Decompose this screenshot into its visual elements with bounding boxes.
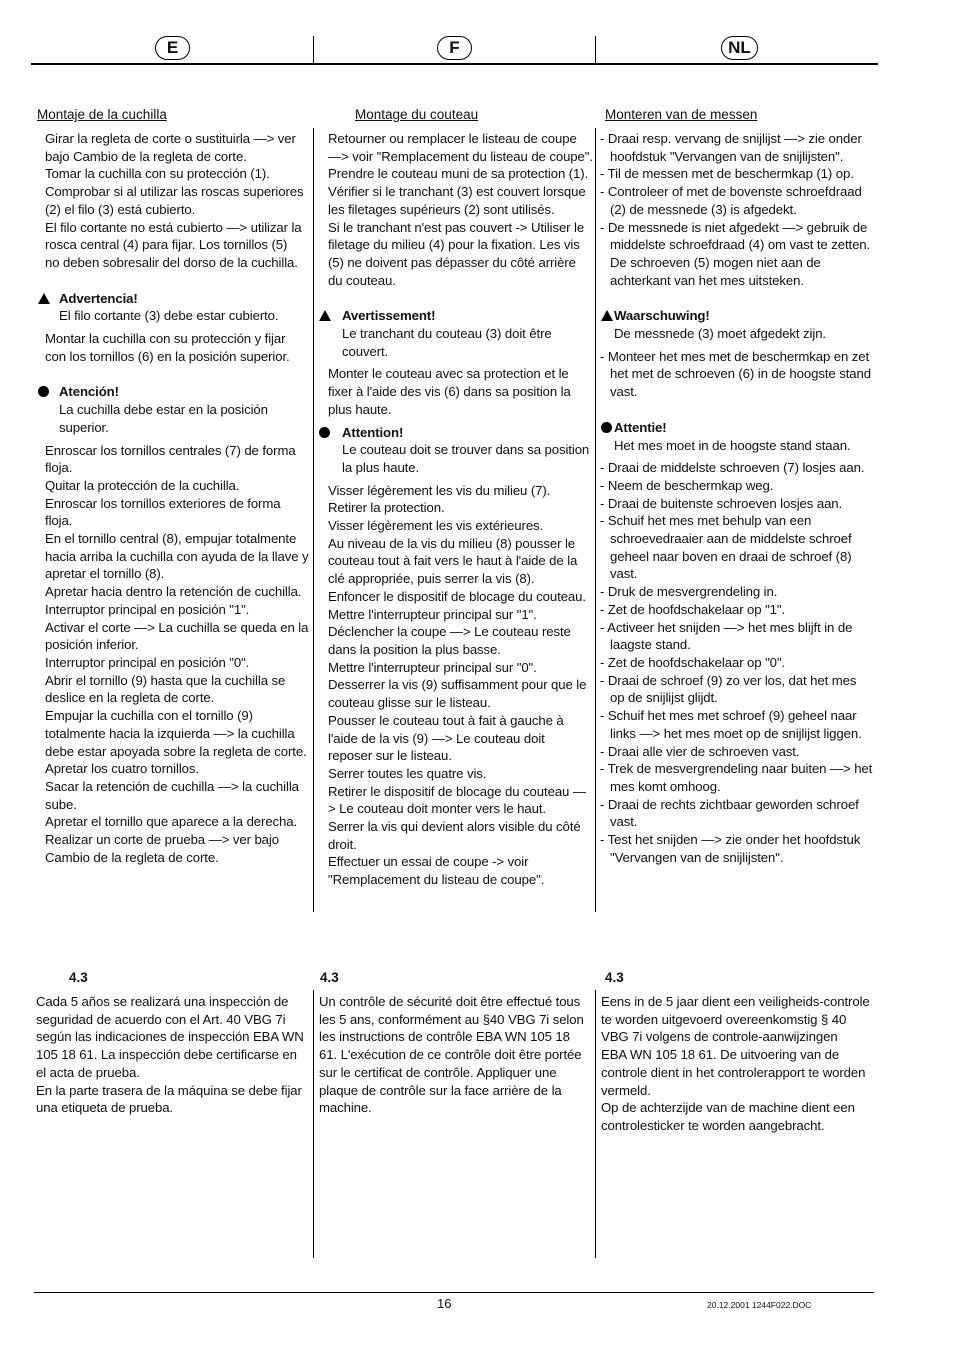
text-line: les filetages supérieurs (2) sont utilisés. (328, 201, 555, 217)
section-number-es: 4.3 (69, 970, 88, 985)
language-badge-es: E (155, 36, 190, 60)
text-line: Un contrôle de sécurité doit être effectué tous (319, 994, 581, 1009)
text-line: vast. (610, 566, 638, 582)
text-line: filetage du milieu (4) pour la fixation. Les vis (328, 237, 580, 253)
text-line: du couteau. (328, 272, 396, 288)
warning-title: Avertissement! (342, 308, 436, 324)
text-line: Mettre l'interrupteur principal sur "1". (328, 606, 537, 622)
section-text-fr (319, 993, 591, 1117)
text-line: couteau tout à fait vers le haut à l'aide de la (328, 553, 578, 569)
section-text-es (36, 993, 308, 1117)
warning-triangle-icon (601, 310, 613, 321)
text-line: EBA WN 105 18 61. De uitvoering van de (601, 1047, 840, 1063)
header-divider (313, 36, 314, 63)
text-line: bajo Cambio de la regleta de corte. (45, 148, 247, 164)
column-divider (313, 990, 314, 1258)
text-line: (2) el filo (3) está cubierto. (45, 201, 196, 217)
text-line: les instructions de contrôle EBA WN 105 18 (319, 1029, 570, 1045)
attention-dot-icon (319, 427, 330, 438)
text-line: geheel naar boven en draai de schroef (8) (610, 548, 852, 564)
text-line: droit. (328, 836, 357, 852)
text-line: Desserrer la vis (9) suffisamment pour que le (328, 677, 587, 693)
text-line: Tomar la cuchilla con su protección (1). (45, 166, 270, 182)
column-fr-upper (328, 130, 593, 889)
section-number-fr: 4.3 (320, 970, 339, 985)
text-line: - Til de messen met de beschermkap (1) op. (600, 166, 854, 182)
text-line: debe estar apoyada sobre la regleta de corte. (45, 743, 307, 759)
text-line: - Draai de middelste schroeven (7) losjes aan. (600, 460, 865, 476)
text-line: Cada 5 años se realizará una inspección de (36, 994, 289, 1009)
attention-title: Atención! (59, 384, 119, 400)
text-line: floja. (45, 513, 73, 529)
text-line: - Draai resp. vervang de snijlijst —> zie onder (600, 131, 862, 146)
text-line: - Schuif het mes met behulp van een (600, 513, 812, 529)
attention-title: Attention! (342, 424, 404, 440)
text-line: - Neem de beschermkap weg. (600, 477, 774, 493)
text-line: Visser légèrement les vis du milieu (7). (328, 482, 551, 498)
text-line: - Draai de buitenste schroeven losjes aan. (600, 495, 843, 511)
text-line: apretar el tornillo (8). (45, 566, 165, 582)
text-line: Interruptor principal en posición "0". (45, 654, 250, 670)
attention-dot-icon (601, 422, 612, 433)
text-line: Quitar la protección de la cuchilla. (45, 477, 240, 493)
text-line: Serrer la vis qui devient alors visible du côté (328, 819, 581, 835)
text-line: middelste schroefdraad (4) om vast te zetten. (610, 237, 871, 253)
text-line: - Monteer het mes met de beschermkap en zet (600, 348, 870, 364)
text-line: Comprobar si al utilizar las roscas superiores (45, 184, 304, 200)
column-es-upper (45, 130, 310, 866)
text-line: vermeld. (601, 1082, 651, 1098)
text-line: —> voir "Remplacement du listeau de coupe". (328, 148, 593, 164)
text-line: controlesticker te worden aangebracht. (601, 1117, 825, 1133)
text-line: Enfoncer le dispositif de blocage du couteau. (328, 588, 586, 604)
text-line: Enroscar los tornillos centrales (7) de forma (45, 442, 296, 458)
text-line: Visser légèrement les vis extérieures. (328, 518, 544, 534)
warning-heading (45, 290, 310, 308)
text-line: schroevedraaier aan de middelste schroef (610, 531, 852, 547)
column-divider (313, 128, 314, 912)
text-line: Retourner ou remplacer le listeau de coupe (328, 131, 577, 146)
column-divider (595, 990, 596, 1258)
text-line: Vérifier si le tranchant (3) est couvert lorsque (328, 184, 586, 200)
text-line: machine. (319, 1100, 372, 1116)
text-line: Retirer le dispositif de blocage du couteau — (328, 783, 586, 799)
header-divider (595, 36, 596, 63)
text-line: sube. (45, 796, 77, 812)
attention-heading (600, 419, 875, 437)
attention-heading (328, 424, 593, 442)
text-line: Déclencher la coupe —> Le couteau reste (328, 624, 571, 640)
text-line: - Draai de rechts zichtbaar geworden schroef (600, 796, 859, 812)
text-line: posición inferior. (45, 637, 139, 653)
text-line: te worden uitgevoerd overeenkomstig § 40 (601, 1011, 847, 1027)
text-line: floja. (45, 460, 73, 476)
text-line: Serrer toutes les quatre vis. (328, 765, 487, 781)
text-line: Op de achterzijde van de machine dient een (601, 1100, 855, 1116)
text-line: según las indicaciones de inspección EBA WN (36, 1029, 304, 1045)
text-line: laagste stand. (610, 637, 691, 653)
page-number: 16 (437, 1296, 452, 1311)
text-line: - Activeer het snijden —> het mes blijft in de (600, 619, 853, 635)
text-line: Girar la regleta de corte o sustituirla —> ver (45, 131, 296, 146)
text-line: Realizar un corte de prueba —> ver bajo (45, 832, 279, 848)
text-line: Si le tranchant n'est pas couvert -> Utiliser le (328, 219, 585, 235)
text-line: plaque de contrôle sur la face arrière de la (319, 1082, 562, 1098)
text-line: 61. L'exécution de ce contrôle doit être portée (319, 1047, 582, 1063)
text-line: vast. (610, 384, 638, 400)
text-line: Abrir el tornillo (9) hasta que la cuchilla se (45, 672, 286, 688)
text-line: - De messnede is niet afgedekt —> gebruik de (600, 219, 868, 235)
text-line: couteau glisse sur le listeau. (328, 695, 491, 711)
text-line: achterkant van het mes uitsteken. (610, 272, 804, 288)
text-line: no deben sobresalir del dorso de la cuchilla. (45, 254, 298, 270)
heading-es: Montaje de la cuchilla (37, 107, 167, 122)
text-line: - Controleer of met de bovenste schroefdraad (600, 184, 862, 200)
attention-heading (45, 383, 310, 401)
warning-heading (328, 307, 593, 325)
text-line: links —> het mes moet op de snijlijst liggen. (610, 725, 862, 741)
text-line: dans la position la plus basse. (328, 641, 501, 657)
text-line: Het mes moet in de hoogste stand staan. (614, 437, 851, 453)
heading-fr: Montage du couteau (355, 107, 479, 122)
text-line: mes komt omhoog. (610, 778, 721, 794)
document-reference: 20.12.2001 1244F022.DOC (707, 1300, 812, 1310)
column-divider (595, 128, 596, 912)
warning-triangle-icon (319, 310, 331, 321)
language-badge-nl: NL (721, 36, 758, 60)
text-line: Le couteau doit se trouver dans sa position (342, 442, 590, 458)
text-line: deslice en la regleta de corte. (45, 690, 215, 706)
text-line: het met de schroeven (6) in de hoogste stand (610, 366, 871, 382)
text-line: - Draai de schroef (9) zo ver los, dat het mes (600, 672, 857, 688)
text-line: - Zet de hoofdschakelaar op "1". (600, 601, 786, 617)
text-line: reposer sur le listeau. (328, 748, 452, 764)
text-line: fixer à l'aide des vis (6) dans sa position la (328, 384, 571, 400)
text-line: seguridad de acuerdo con el Art. 40 VBG 7i (36, 1011, 286, 1027)
text-line: hoofdstuk "Vervangen van de snijlijsten". (610, 148, 844, 164)
text-line: Cambio de la regleta de corte. (45, 849, 219, 865)
text-line: vast. (610, 814, 638, 830)
text-line: (5) ne doivent pas dépasser du côté arrière (328, 254, 576, 270)
text-line: Le tranchant du couteau (3) doit être (342, 326, 552, 342)
text-line: Interruptor principal en posición "1". (45, 601, 250, 617)
text-line: Apretar hacia dentro la retención de cuchilla. (45, 584, 302, 600)
warning-title: Advertencia! (59, 290, 138, 306)
text-line: VBG 7i volgens de controle-aanwijzingen (601, 1029, 838, 1045)
text-line: superior. (59, 419, 109, 435)
text-line: En la parte trasera de la máquina se debe fijar (36, 1082, 302, 1098)
text-line: Monter le couteau avec sa protection et le (328, 366, 569, 382)
text-line: En el tornillo central (8), empujar totalmente (45, 531, 297, 547)
section-text-nl (601, 993, 876, 1135)
text-line: Mettre l'interrupteur principal sur "0". (328, 659, 537, 675)
warning-heading (600, 307, 875, 325)
text-line: La cuchilla debe estar en la posición (59, 402, 268, 418)
text-line: - Druk de mesvergrendeling in. (600, 584, 778, 600)
text-line: sur le certificat de contrôle. Appliquer une (319, 1064, 557, 1080)
footer-rule (34, 1292, 874, 1293)
text-line: (2) de messnede (3) is afgedekt. (610, 201, 797, 217)
text-line: Effectuer un essai de coupe -> voir (328, 854, 529, 870)
text-line: la plus haute. (342, 459, 420, 475)
language-badge-fr: F (437, 36, 472, 60)
text-line: totalmente hacia la izquierda —> la cuchilla (45, 725, 295, 741)
text-line: - Draai alle vier de schroeven vast. (600, 743, 800, 759)
text-line: Retirer la protection. (328, 500, 445, 516)
attention-title: Attentie! (614, 419, 667, 435)
text-line: op de snijlijst glijdt. (610, 690, 718, 706)
text-line: Pousser le couteau tout à fait à gauche à (328, 712, 564, 728)
text-line: - Test het snijden —> zie onder het hoofdstuk (600, 832, 861, 848)
text-line: rosca central (4) para fijar. Los tornillos (5) (45, 237, 288, 253)
text-line: Empujar la cuchilla con el tornillo (9) (45, 708, 253, 724)
text-line: con los tornillos (6) en la posición superior. (45, 348, 290, 364)
text-line: Montar la cuchilla con su protección y fijar (45, 331, 286, 347)
text-line: Activar el corte —> La cuchilla se queda en la (45, 619, 309, 635)
text-line: Sacar la retención de cuchilla —> la cuchilla (45, 778, 299, 794)
text-line: De schroeven (5) mogen niet aan de (610, 254, 821, 270)
attention-dot-icon (38, 386, 49, 397)
text-line: El filo cortante (3) debe estar cubierto. (59, 308, 279, 324)
header-rule (31, 63, 878, 65)
section-number-nl: 4.3 (605, 970, 624, 985)
text-line: controle dient in het controlerapport te worden (601, 1064, 866, 1080)
text-line: una etiqueta de prueba. (36, 1100, 174, 1116)
text-line: 105 18 61. La inspección debe certificarse en (36, 1047, 297, 1063)
text-line: plus haute. (328, 401, 392, 417)
text-line: hacia arriba la cuchilla con ayuda de la llave y (45, 548, 309, 564)
warning-title: Waarschuwing! (614, 308, 710, 324)
text-line: Apretar el tornillo que aparece a la derecha. (45, 814, 298, 830)
text-line: De messnede (3) moet afgedekt zijn. (614, 326, 827, 342)
text-line: Prendre le couteau muni de sa protection (1). (328, 166, 589, 182)
text-line: "Vervangen van de snijlijsten". (610, 849, 784, 865)
text-line: El filo cortante no está cubierto —> utilizar la (45, 219, 302, 235)
text-line: Au niveau de la vis du milieu (8) pousser le (328, 535, 576, 551)
text-line: "Remplacement du listeau de coupe". (328, 872, 545, 888)
text-line: l'aide de la vis (9) —> Le couteau doit (328, 730, 545, 746)
text-line: Eens in de 5 jaar dient een veiligheids-controle (601, 994, 870, 1009)
text-line: - Trek de mesvergrendeling naar buiten —> het (600, 761, 873, 777)
warning-triangle-icon (38, 293, 50, 304)
text-line: > Le couteau doit monter vers le haut. (328, 801, 546, 817)
heading-nl: Monteren van de messen (605, 107, 758, 122)
text-line: les 5 ans, conformément au §40 VBG 7i selon (319, 1011, 584, 1027)
text-line: - Schuif het mes met schroef (9) geheel naar (600, 708, 857, 724)
column-nl-upper (600, 130, 875, 866)
text-line: Apretar los cuatro tornillos. (45, 761, 199, 777)
text-line: couvert. (342, 343, 389, 359)
text-line: Enroscar los tornillos exteriores de forma (45, 495, 281, 511)
text-line: clé appropriée, puis serrer la vis (8). (328, 571, 535, 587)
text-line: el acta de prueba. (36, 1064, 140, 1080)
text-line: - Zet de hoofdschakelaar op "0". (600, 654, 786, 670)
